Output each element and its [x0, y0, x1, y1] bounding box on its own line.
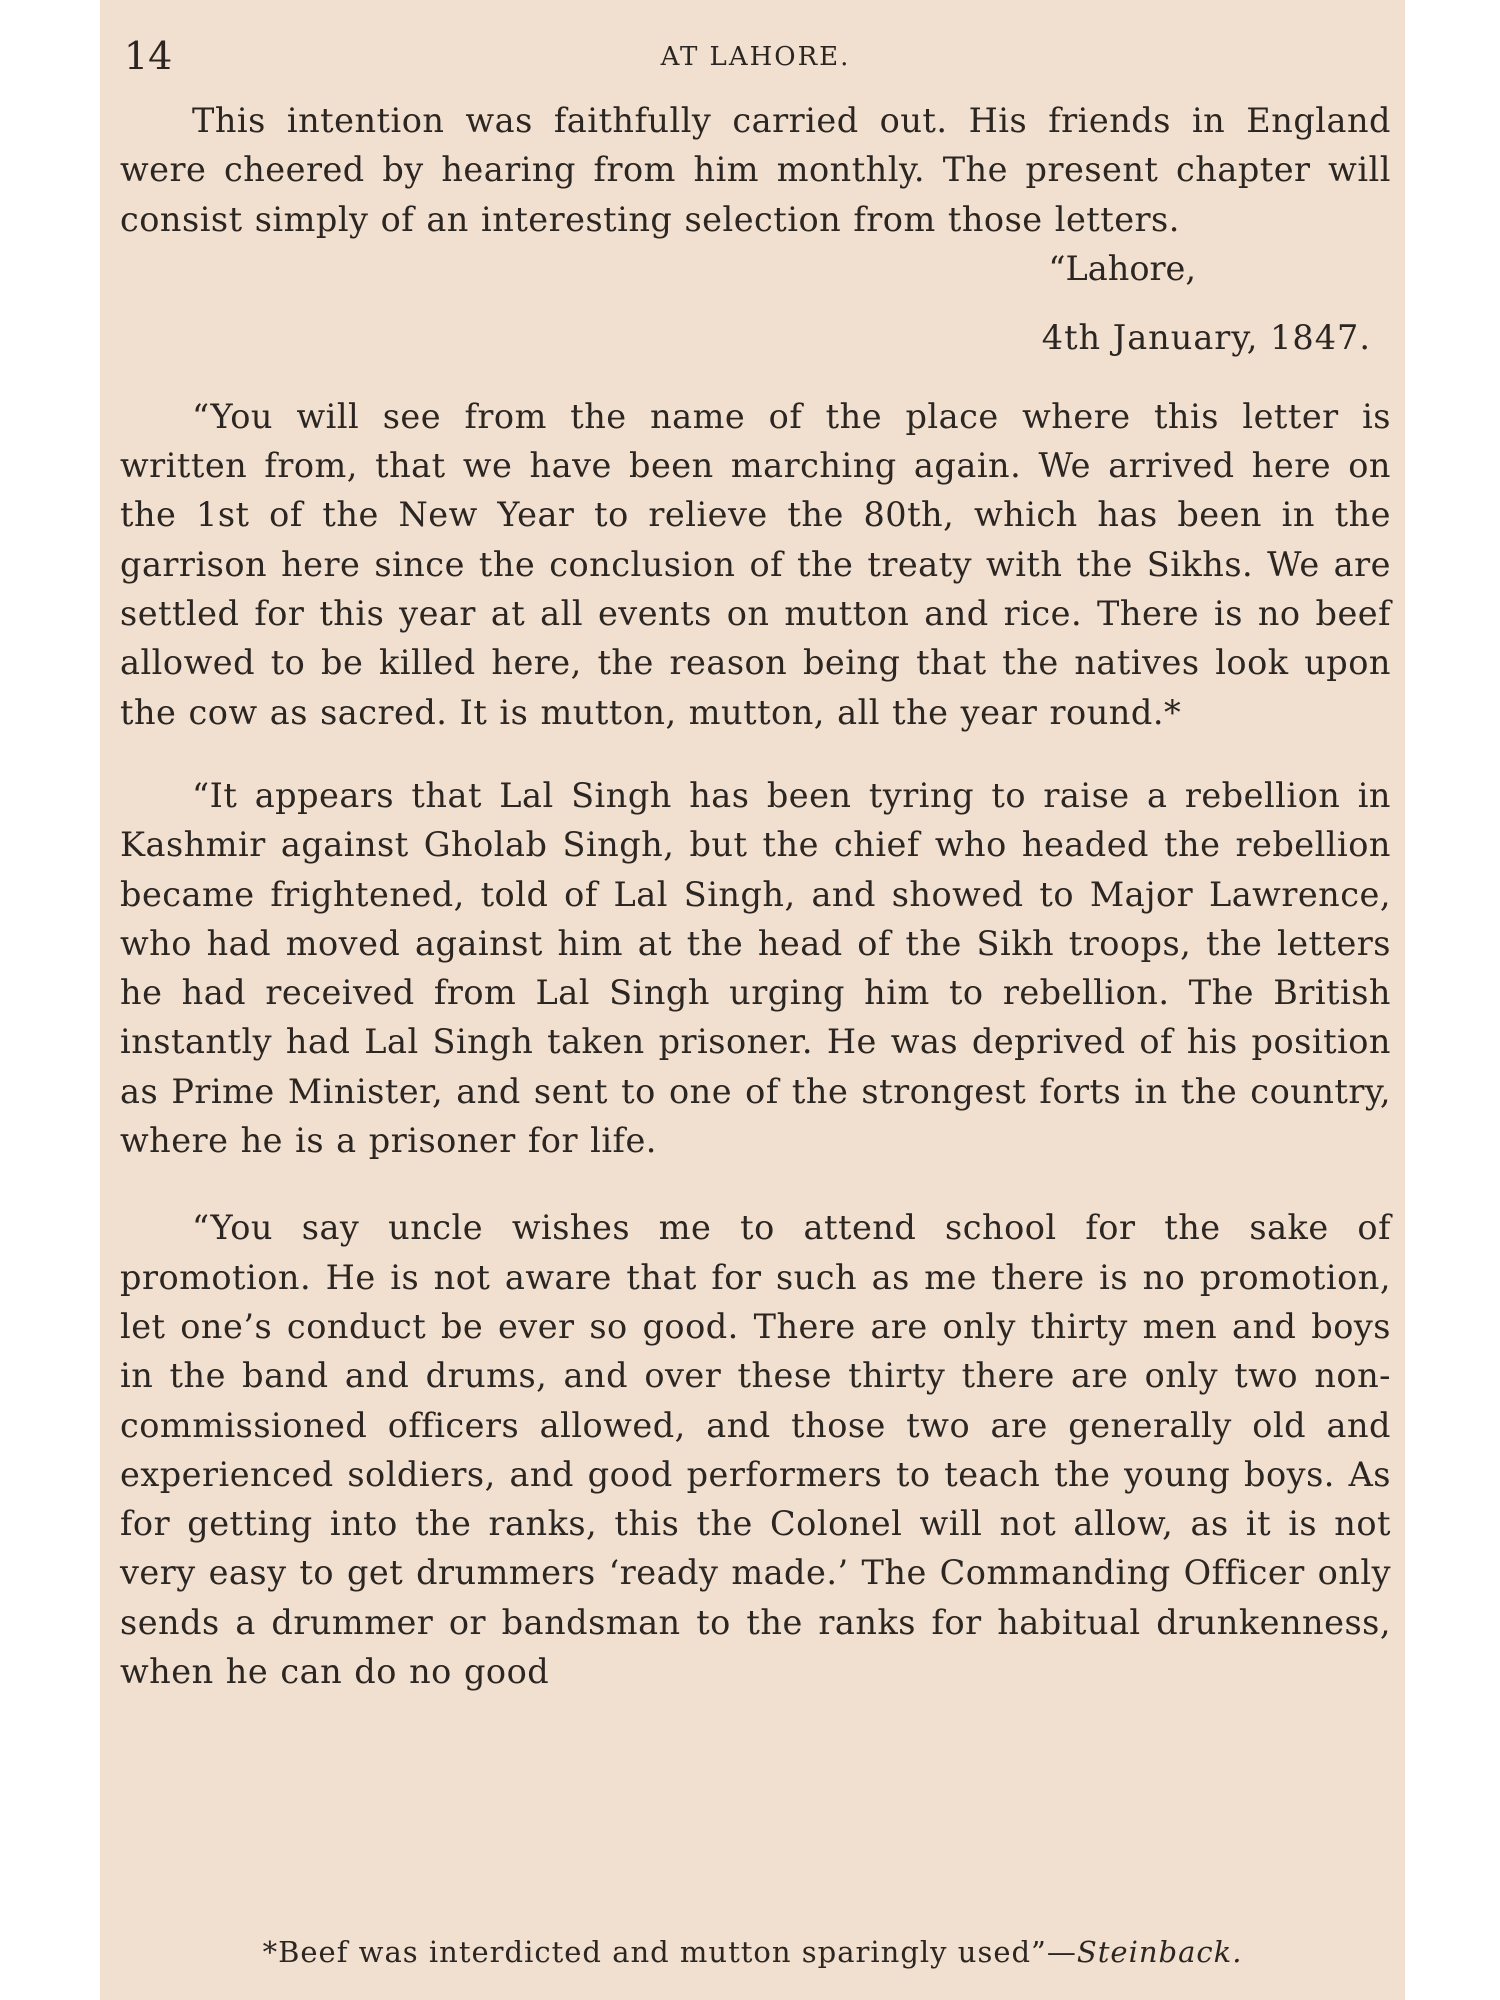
letter-place: “Lahore, [1048, 248, 1196, 288]
footnote-source: Steinback. [1076, 1935, 1243, 1969]
intro-paragraph [120, 96, 1391, 244]
letter-paragraph-2-text: “It appears that Lal Singh has been tyring to raise a rebellion in Kashmir against Gholab Singh, but the chief who headed the rebellion became frightened, told of Lal Singh, and showed to Major Lawrence, who had moved against him at the head of the Sikh troops, the letters he had received from Lal Singh urging him to rebellion. The British instantly had Lal Singh taken prisoner. He was deprived of his position as Prime Minister, and sent to one of the strongest forts in the country, where he is a prisoner for life. [120, 775, 1391, 1161]
letter-paragraph-3-text: “You say uncle wishes me to attend school for the sake of promotion. He is not aware that for such as me there is no promotion, let one’s conduct be ever so good. There are only thirty men and boys in the band and drums, and over these thirty there are only two non-commissioned officers allowed, and those two are generally old and experienced soldiers, and good performers to teach the young boys. As for getting into the ranks, this the Colonel will not allow, as it is not very easy to get drummers ‘ready made.’ The Commanding Officer only sends a drummer or bandsman to the ranks for habitual drunkenness, when he can do no good [120, 1208, 1391, 1692]
page-header [120, 28, 1391, 88]
intro-text: This intention was faithfully carried out. His friends in England were cheered by hearing from him monthly. The present chapter will consist simply of an interesting selection from those letters. [120, 101, 1391, 239]
letter-date: 4th January, 1847. [1041, 317, 1371, 357]
page-number: 14 [124, 34, 173, 78]
footnote [100, 1935, 1405, 1969]
book-page [100, 0, 1405, 2000]
footnote-text: *Beef was interdicted and mutton sparingly used”— [262, 1935, 1077, 1969]
letter-paragraph-2 [120, 771, 1391, 1165]
letter-paragraph-1-text: “You will see from the name of the place where this letter is written from, that we have been marching again. We arrived here on the 1st of the New Year to relieve the 80th, which has been in the garrison here since the conclusion of the treaty with the Sikhs. We are settled for this year at all events on mutton and rice. There is no beef allowed to be killed here, the reason being that the natives look upon the cow as sacred. It is mutton, mutton, all the year round.* [120, 396, 1391, 732]
letter-paragraph-1 [120, 392, 1391, 737]
letter-paragraph-3 [120, 1203, 1391, 1696]
running-head: AT LAHORE. [660, 42, 851, 72]
